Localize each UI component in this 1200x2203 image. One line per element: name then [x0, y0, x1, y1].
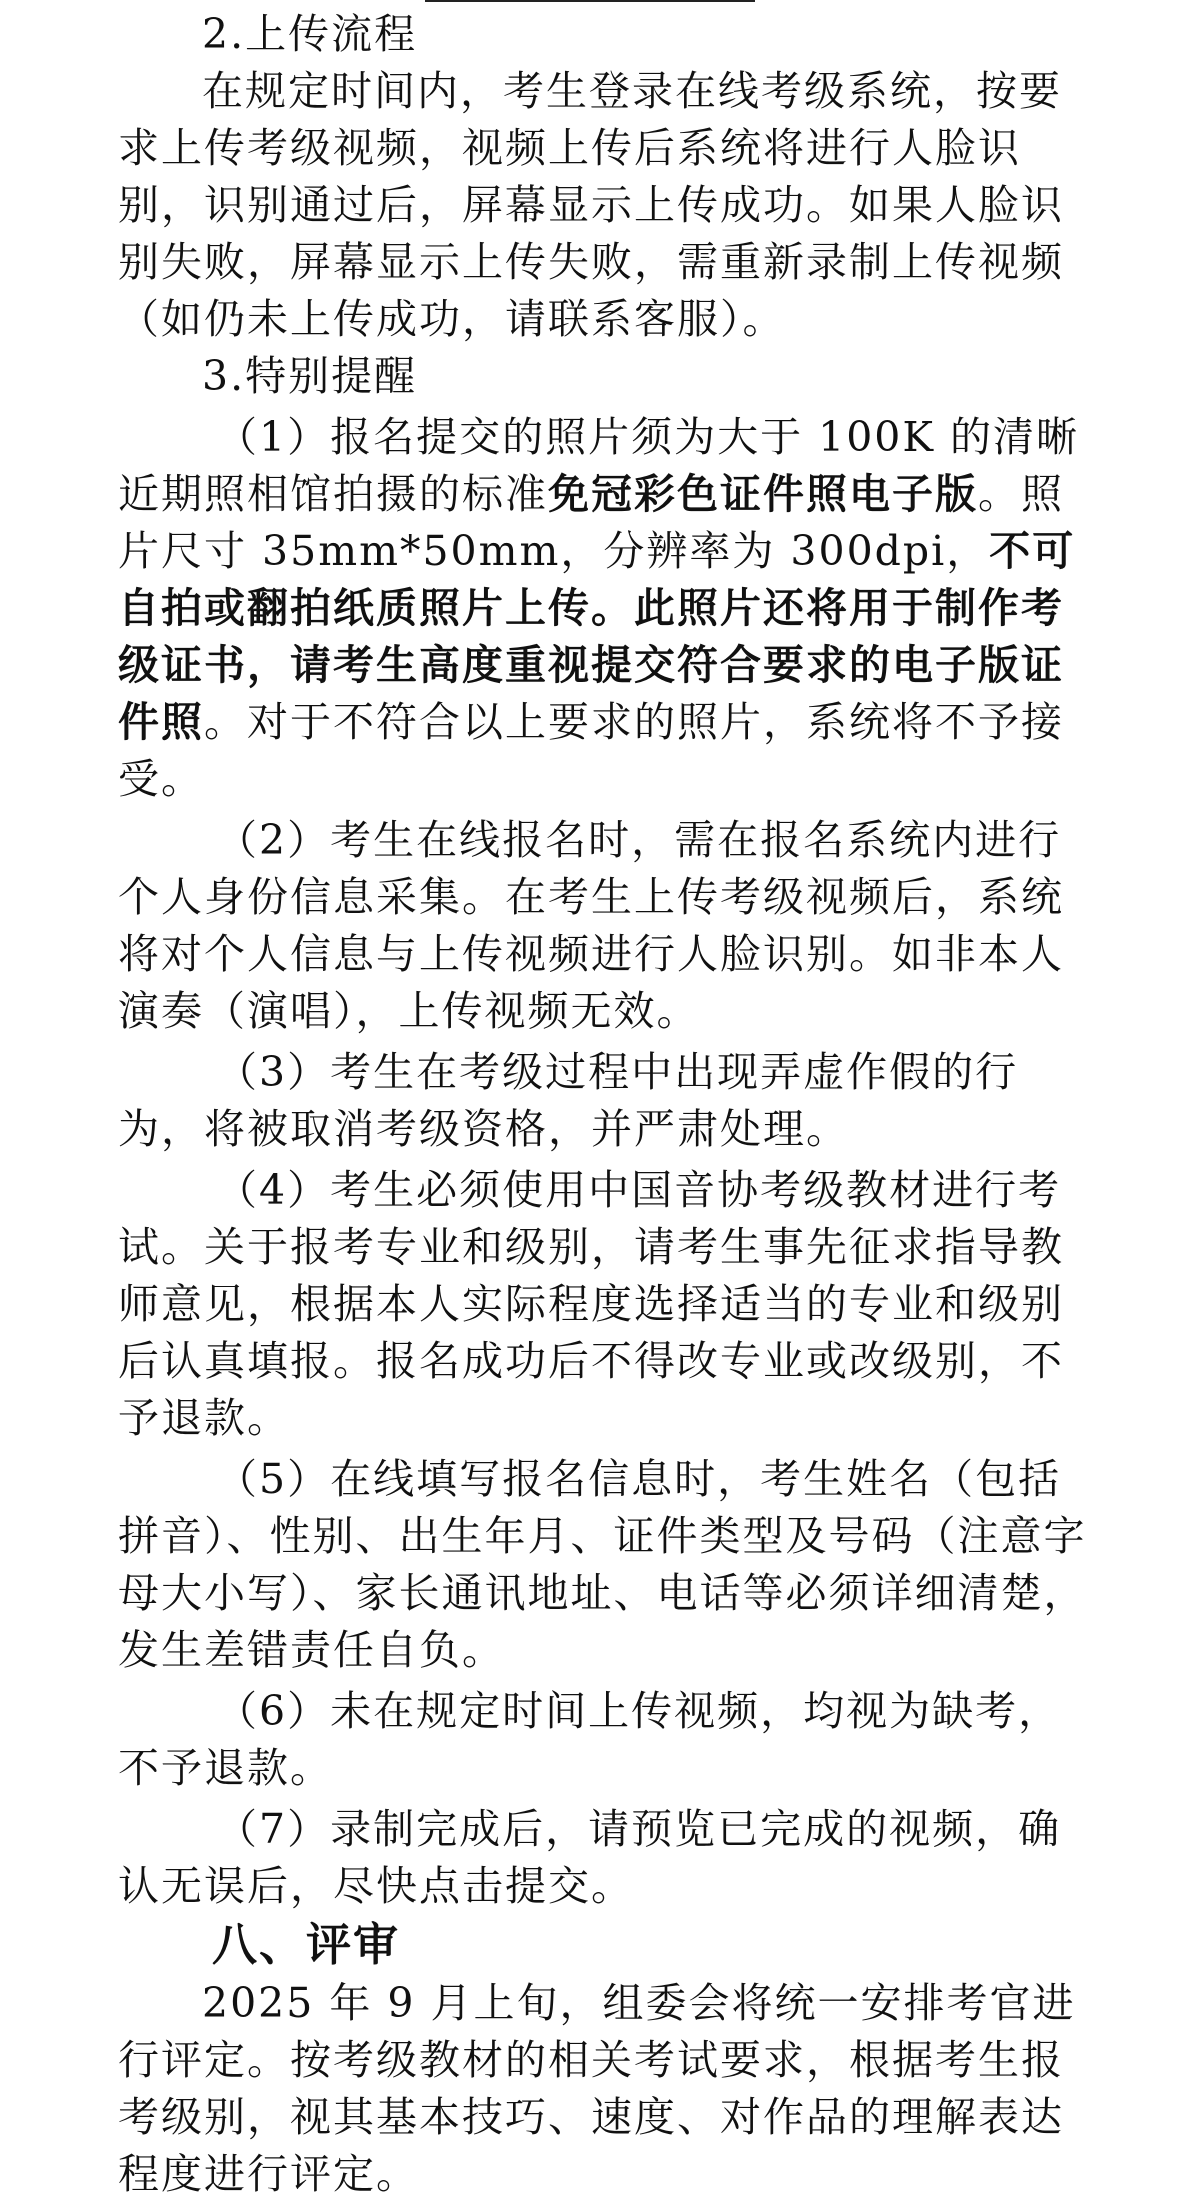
reminder-item-1: [118, 409, 1103, 808]
special-reminder-heading: 3.特别提醒: [202, 352, 418, 400]
reminder-item-5: （5）在线填写报名信息时，考生姓名（包括拼音）、性别、出生年月、证件类型及号码（注意字母大小写）、家长通讯地址、电话等必须详细清楚，发生差错责任自负。: [118, 1455, 1087, 1674]
reminder-item-7: （7）录制完成后，请预览已完成的视频，确认无误后，尽快点击提交。: [118, 1805, 1062, 1910]
reminder-item-1-bold-a: 免冠彩色证件照电子版: [548, 470, 978, 518]
upload-process-paragraph: 在规定时间内，考生登录在线考级系统，按要求上传考级视频，视频上传后系统将进行人脸识别，识别通过后，屏幕显示上传成功。如果人脸识别失败，屏幕显示上传失败，需重新录制上传视频（如仍未上传成功，请联系客服）。: [118, 67, 1064, 343]
reminder-item-3: （3）考生在考级过程中出现弄虚作假的行为，将被取消考级资格，并严肃处理。: [118, 1048, 1019, 1153]
reminder-item-6: （6）未在规定时间上传视频，均视为缺考，不予退款。: [118, 1687, 1062, 1792]
reminder-item-2: （2）考生在线报名时，需在报名系统内进行个人身份信息采集。在考生上传考级视频后，系统将对个人信息与上传视频进行人脸识别。如非本人演奏（演唱），上传视频无效。: [118, 816, 1064, 1035]
reminder-item-1-text-c: 。对于不符合以上要求的照片，系统将不予接受。: [118, 698, 1064, 803]
review-section-heading: 八、评审: [212, 1918, 401, 1971]
reminder-item-1-text-b: 。照片尺寸 35mm*50mm，分辨率为 300dpi，: [118, 470, 1064, 575]
top-divider-line: [425, 0, 755, 2]
review-paragraph: 2025 年 9 月上旬，组委会将统一安排考官进行评定。按考级教材的相关考试要求，根据考生报考级别，视其基本技巧、速度、对作品的理解表达程度进行评定。: [118, 1979, 1076, 2198]
reminder-item-1-bold-b: 不可自拍或翻拍纸质照片上传。此照片还将用于制作考级证书，请考生高度重视提交符合要求的电子版证件照: [118, 527, 1076, 746]
reminder-item-1-text-a: （1）报名提交的照片须为大于 100K 的清晰近期照相馆拍摄的标准: [118, 413, 1080, 518]
document-body: [118, 6, 1103, 2203]
upload-process-heading: 2.上传流程: [202, 10, 418, 58]
reminder-item-4: （4）考生必须使用中国音协考级教材进行考试。关于报考专业和级别，请考生事先征求指导教师意见，根据本人实际程度选择适当的专业和级别后认真填报。报名成功后不得改专业或改级别，不予退款。: [118, 1166, 1064, 1442]
